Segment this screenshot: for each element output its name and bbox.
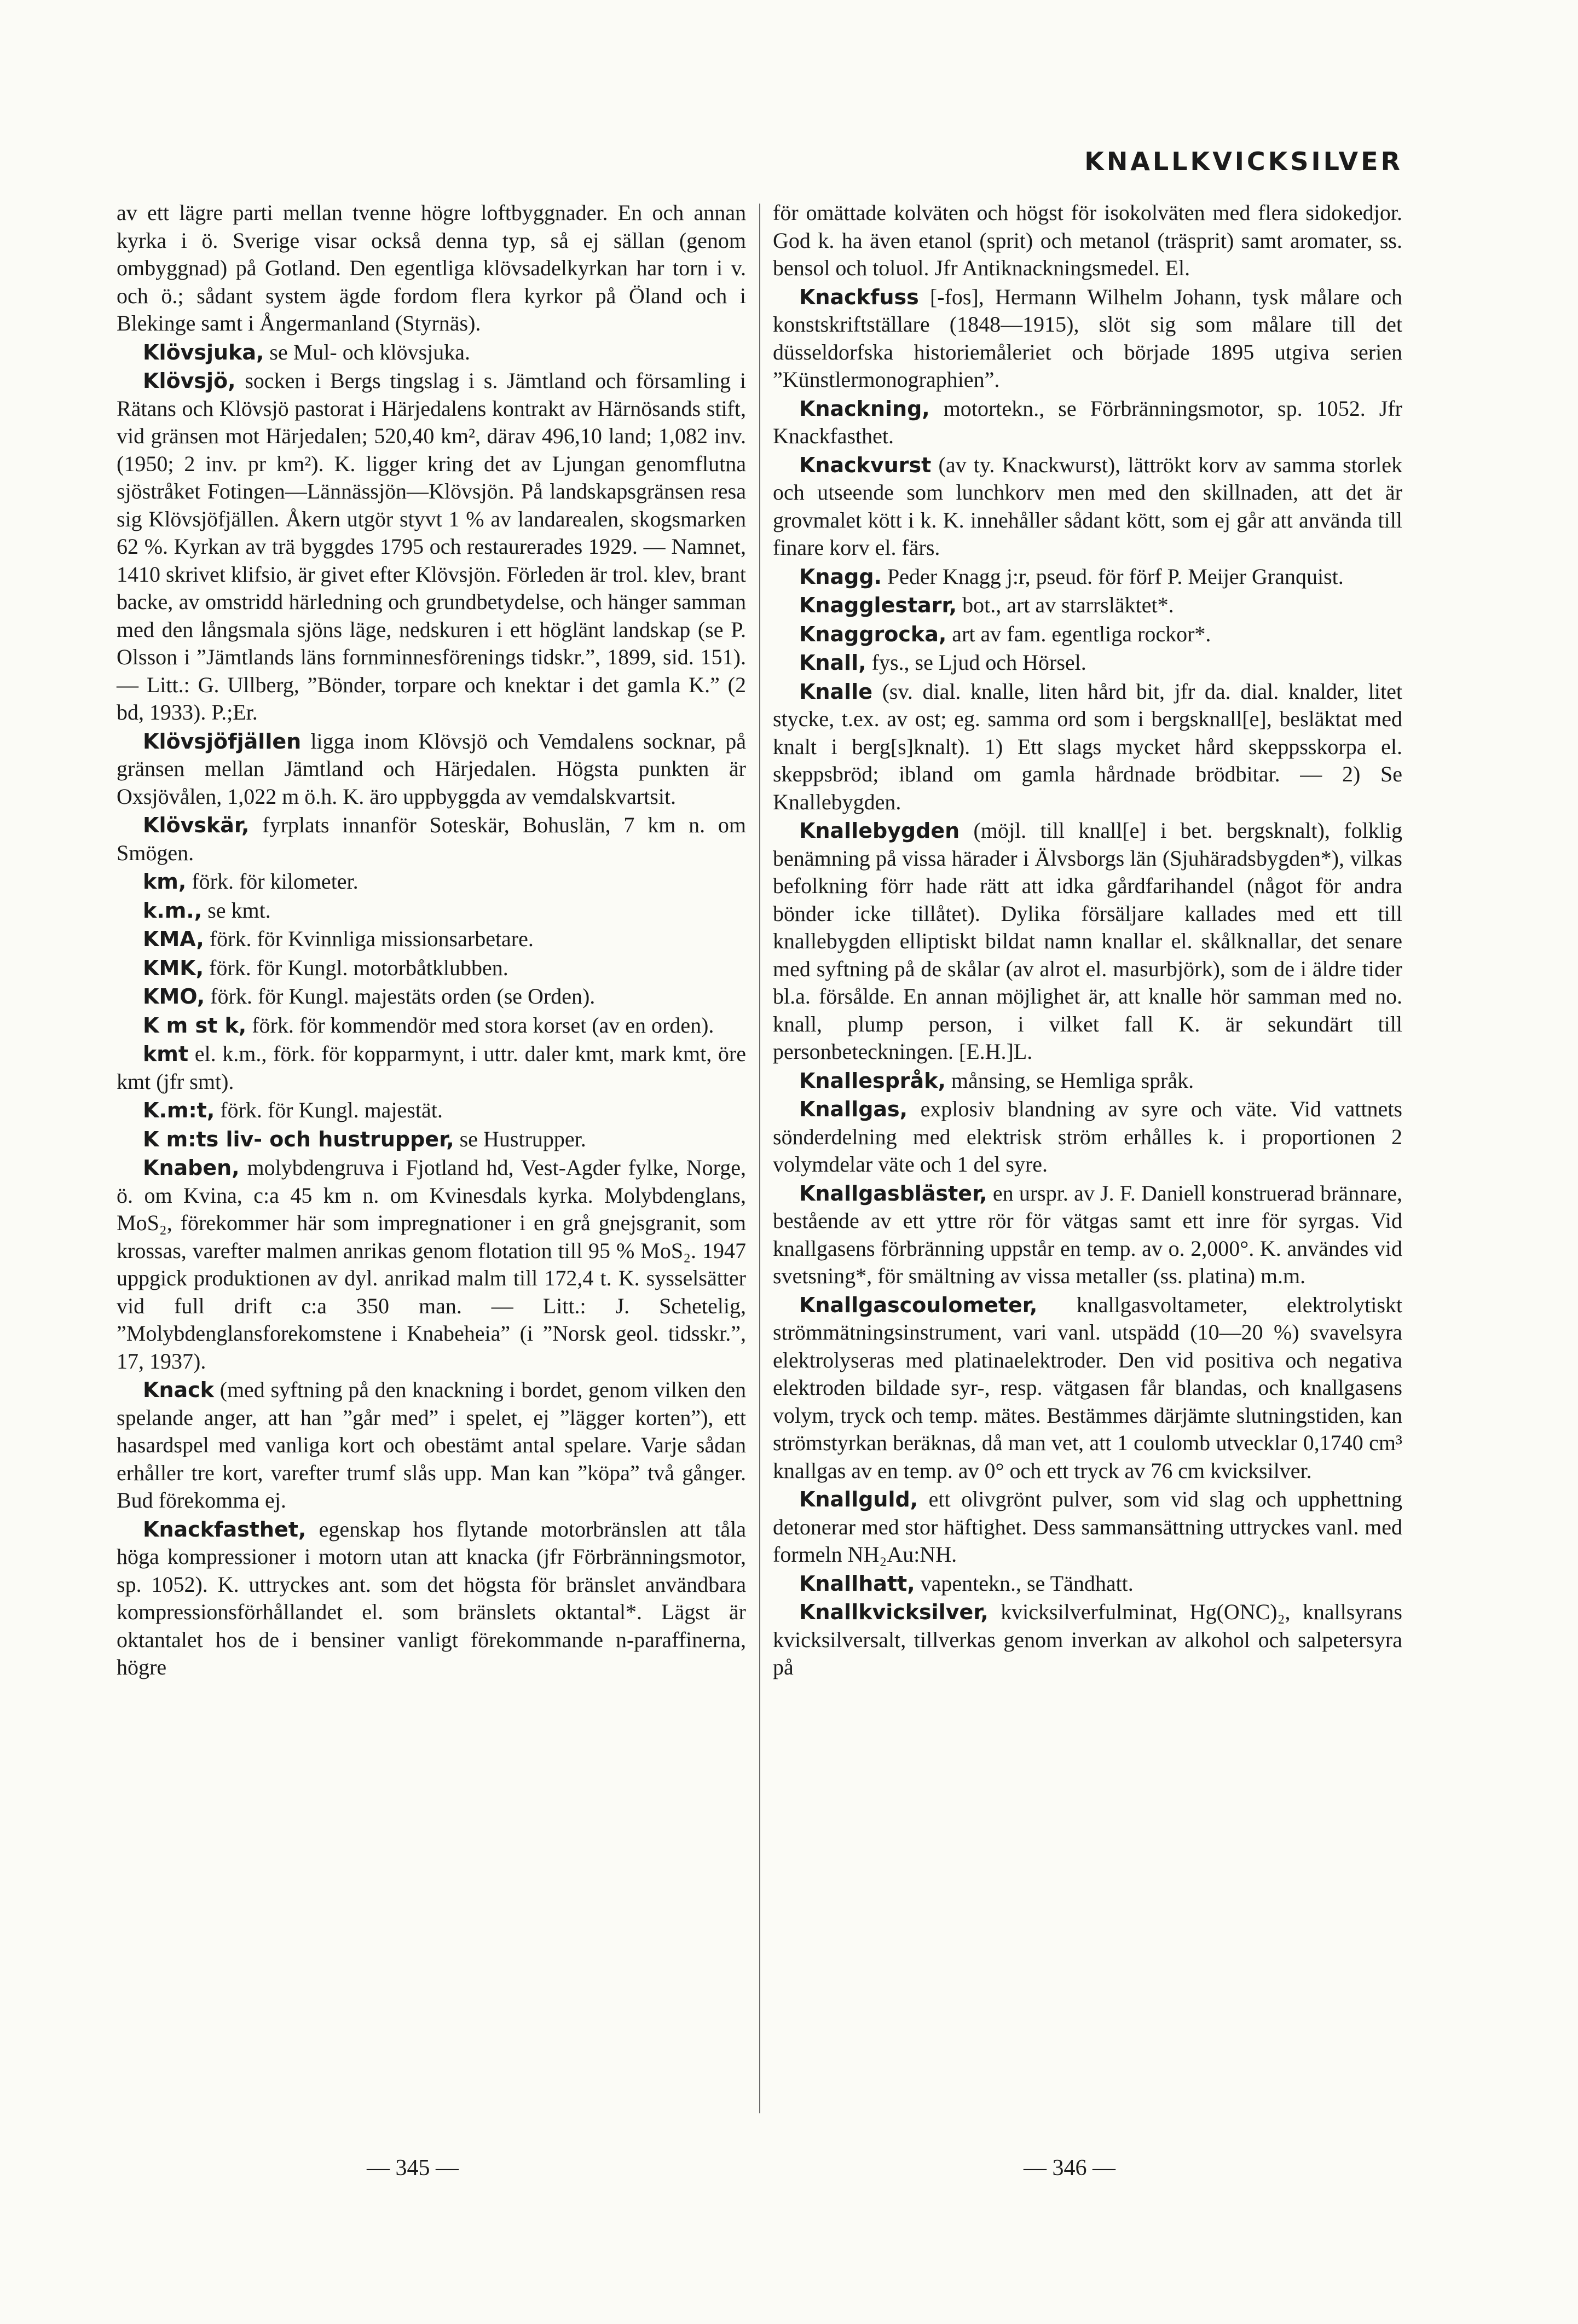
entry-headword: Knagg. [799,564,882,589]
dictionary-entry [117,1097,746,1125]
dictionary-entry [117,1126,746,1154]
entry-text: se kmt. [202,897,271,923]
entry-text: förk. för Kvinnliga missionsarbetare. [204,926,534,951]
dictionary-entry [773,649,1402,677]
dictionary-entry [773,1180,1402,1290]
dictionary-entry [117,1376,746,1515]
entry-headword: km, [143,870,187,894]
entry-headword: Knaggrocka, [799,622,947,646]
entry-headword: Knallkvicksilver, [799,1600,989,1624]
page-number-right: — 346 — [1024,2155,1115,2181]
dictionary-entry: för omättade kolväten och högst för isokolväten med flera sidokedjor. God k. ha även etanol (sprit) och metanol (träsprit) samt aromater, ss. bensol och toluol. Jfr Antiknackningsmedel. El. [773,200,1402,280]
dictionary-entry [117,728,746,811]
entry-headword: Knallhatt, [799,1571,915,1596]
entry-headword: Knackfasthet, [143,1517,307,1541]
entry-text: förk. för Kungl. majestät. [215,1098,443,1122]
entry-text: kvicksilverfulminat, Hg(ONC)₂, knallsyrans kvicksilversalt, tillverkas genom inverkan av alkohol och salpetersyra på [773,1599,1402,1679]
entry-headword: Knallgasbläster, [799,1181,987,1206]
dictionary-entry [773,1067,1402,1095]
entry-headword: KMA, [143,927,204,951]
entry-text: förk. för kilometer. [186,869,359,894]
dictionary-entry [117,897,746,925]
entry-text: socken i Bergs tingslag i s. Jämtland och församling i Rätans och Klövsjö pastorat i Härjedalens kontrakt av Härnösands stift, vid gränsen mot Härjedalen; 520,40 km², därav 496,10 land; 1,082 inv. (1950; 2 inv. pr km²). K. ligger kring det av Ljungan genomflutna sjöstråket Fotingen—Lännässjön—Klövsjön. På landskapsgränsen resa sig Klövsjöfjällen. Åkern utgör styvt 1 % av landarealen, skogsmarken 62 %. Kyrkan av trä byggdes 1795 och restaurerades 1929. — Namnet, 1410 skrivet klifsio, är givet efter Klövsjön. Förleden är trol. klev, brant backe, av omstridd härledning och grundbetydelse, och hänger samman med den långsmala sjöns läge, nedskuren i ett höglänt landskap (se P. Olsson i ”Jämtlands läns fornminnesförenings tidskr.”, 1899, sid. 151). — Litt.: G. Ullberg, ”Bönder, torpare och knektar i det gamla K.” (2 bd, 1933). P.;Er. [117,368,746,725]
dictionary-entry [117,925,746,953]
dictionary-entry [117,1012,746,1040]
entry-text: en urspr. av J. F. Daniell konstruerad brännare, bestående av ett yttre rör för vätgas samt ett inre för syrgas. Vid knallgasens förbränning uppstår en temp. av o. 2,000°. K. användes vid svetsning*, för smältning av vissa metaller (ss. platina) m.m. [773,1180,1402,1288]
entry-text: fyrplats innanför Soteskär, Bohuslän, 7 km n. om Smögen. [117,813,746,865]
entry-headword: Knallgascoulometer, [799,1293,1038,1317]
entry-text: förk. för Kungl. motorbåtklubben. [204,955,508,980]
dictionary-entry [117,1154,746,1375]
dictionary-entry: av ett lägre parti mellan tvenne högre loftbyggnader. En och annan kyrka i ö. Sverige visar också denna typ, så ej sällan (genom ombyggnad) på Gotland. Den egentliga klövsadelkyrkan har torn i v. och ö.; sådant system ägde fordom flera kyrkor på Öland och i Blekinge samt i Ångermanland (Styrnäs). [117,200,746,335]
left-column [117,199,746,1683]
entry-text: (möjl. till knall[e] i bet. bergsknalt), folklig benämning på vissa härader i Älvsborgs län (Sjuhäradsbygden*), vilkas befolkning förr hade rätt att idka gårdfarihandel (något för andra bönder icke tillåtet). Dylika försäljare kallades med ett till knallebygden elliptiskt bildat namn knallar el. skålknallar, det senare med syftning på de skålar (av alrot el. masurbjörk), som de i äldre tider bl.a. försålde. En annan möjlighet är, att knalle hör samman med no. knall, plump person, i vilket fall K. är sekundärt till personbeteckningen. [E.H.]L. [773,818,1402,1064]
entry-text: förk. för Kungl. majestäts orden (se Orden). [205,984,596,1009]
dictionary-entry [117,1516,746,1682]
entry-text: bot., art av starrsläktet*. [957,593,1174,617]
entry-text: förk. för kommendör med stora korset (av en orden). [246,1012,714,1038]
entry-text: (av ty. Knackwurst), lättrökt korv av samma storlek och utseende som lunchkorv men med den skillnaden, att det är grovmalet kött i k. K. innehåller sådant kött, som ej går att använda till finare korv el. färs. [773,452,1402,560]
dictionary-entry [773,1291,1402,1485]
entry-headword: Knallguld, [799,1487,918,1511]
entry-headword: Knall, [799,651,866,675]
dictionary-entry [773,621,1402,648]
entry-headword: Knackning, [799,396,930,421]
dictionary-entry [773,592,1402,619]
entry-headword: Knackfuss [799,285,919,309]
entry-text: knallgasvoltameter, elektrolytiskt strömmätningsinstrument, vari vanl. utspädd (10—20 %) svavelsyra elektrolyseras med platinaelektroder. Den vid positiva och negativa elektroden bildade syr-, resp. vätgasen får blandas, och knallgasens volym, tryck och temp. mätes. Bestämmes därjämte slutningstiden, kan strömstyrkan beräknas, då man vet, att 1 coulomb utvecklar 0,1740 cm³ knallgas av en temp. av 0° och ett tryck av 76 cm kvicksilver. [773,1292,1402,1483]
entry-text: fys., se Ljud och Hörsel. [866,650,1086,675]
entry-text: motortekn., se Förbränningsmotor, sp. 1052. Jfr Knackfasthet. [773,396,1402,448]
dictionary-entry [773,1570,1402,1598]
entry-headword: Knallespråk, [799,1068,946,1093]
entry-headword: Knallgas, [799,1097,908,1121]
entry-text: egenskap hos flytande motorbränslen att tåla höga kompressioner i motorn utan att knacka (jfr Förbränningsmotor, sp. 1052). K. uttryckes ant. som det högsta för bränslet användbara kompressionsförhållandet el. som bränslets oktantal*. Lägst är oktantalet hos de i bensiner vanligt förekommande n-paraffinerna, högre [117,1516,746,1679]
entry-text: (med syftning på den knackning i bordet, genom vilken den spelande anger, att han ”går med” i spelet, ej ”lägger korten”), ett hasardspel med vanliga kort och obestämt antal spelare. Varje sådan erhåller tre kort, varefter trumf slås upp. Man kan ”köpa” två gånger. Bud förekomma ej. [117,1377,746,1512]
dictionary-entry [117,812,746,867]
entry-text: se Mul- och klövsjuka. [264,339,471,364]
dictionary-entry [773,678,1402,816]
entry-headword: kmt [143,1042,189,1066]
entry-headword: Knagglestarr, [799,593,957,617]
entry-headword: K.m:t, [143,1098,215,1122]
entry-text: vapentekn., se Tändhatt. [915,1570,1134,1596]
entry-text: månsing, se Hemliga språk. [945,1068,1194,1093]
column-rule [759,204,760,2113]
entry-headword: Knackvurst [799,453,932,477]
entry-text: Peder Knagg j:r, pseud. för förf P. Meijer Granquist. [881,564,1344,589]
dictionary-entry [773,563,1402,591]
entry-headword: Klövsjöfjällen [143,729,302,754]
entry-headword: K m st k, [143,1013,247,1038]
entry-text: explosiv blandning av syre och väte. Vid vattnets sönderdelning med elektrisk ström erhålles k. i proportionen 2 volymdelar väte och 1 del syre. [773,1097,1402,1177]
dictionary-entry [117,983,746,1011]
entry-text: ett olivgrönt pulver, som vid slag och upphettning detonerar med stor häftighet. Dess sammansättning uttryckes vanl. med formeln NH₂Au:NH. [773,1487,1402,1567]
dictionary-entry [773,283,1402,394]
entry-headword: Knallebygden [799,819,960,843]
entry-text: (sv. dial. knalle, liten hård bit, jfr da. dial. knalder, litet stycke, t.ex. av ost; eg. samma ord som i bergsknall[e], besläktat med knalt i berg[s]knalt). 1) Ett slags mycket hård skeppsskorpa el. skeppsbröd; ibland om gamla hårdnade brödbitar. — 2) Se Knallebygden. [773,679,1402,814]
dictionary-entry [773,395,1402,450]
dictionary-entry [117,868,746,896]
entry-headword: Knalle [799,679,872,704]
entry-text: ligga inom Klövsjö och Vemdalens socknar, på gränsen mellan Jämtland och Härjedalen. Högsta punkten är Oxsjövålen, 1,022 m ö.h. K. äro uppbyggda av vemdalskvartsit. [117,728,746,809]
entry-headword: KMK, [143,955,204,980]
entry-headword: KMO, [143,984,205,1009]
dictionary-entry [773,1598,1402,1682]
right-column [773,199,1402,1683]
dictionary-entry [117,1040,746,1096]
dictionary-entry [117,339,746,367]
dictionary-entry [773,1096,1402,1179]
entry-headword: K m:ts liv- och hustrupper, [143,1127,454,1151]
entry-headword: Knaben, [143,1156,240,1180]
entry-text: se Hustrupper. [454,1126,586,1151]
dictionary-entry [773,1486,1402,1569]
page-number-left: — 345 — [367,2155,459,2181]
dictionary-entry [117,954,746,982]
dictionary-entry [773,817,1402,1066]
entry-headword: Klövskär, [143,813,250,837]
entry-text: el. k.m., förk. för kopparmynt, i uttr. daler kmt, mark kmt, öre kmt (jfr smt). [117,1041,746,1094]
entry-text: art av fam. egentliga rockor*. [946,621,1211,646]
running-head: KNALLKVICKSILVER [1084,147,1403,176]
entry-text: molybdengruva i Fjotland hd, Vest-Agder fylke, Norge, ö. om Kvina, c:a 45 km n. om Kvinesdals kyrka. Molybdenglans, MoS₂, förekommer här som impregnationer i en grå gnejsgranit, som krossas, varefter malmen anrikas genom flotation till 95 % MoS₂. 1947 uppgick produktionen av dyl. anrikad malm till 172,4 t. K. sysselsätter vid full drift c:a 350 man. — Litt.: J. Schetelig, ”Molybdenglansforekomstene i Knabeheia” (i ”Norsk geol. tidsskr.”, 17, 1937). [117,1155,746,1373]
dictionary-entry [117,367,746,727]
entry-text: [-fos], Hermann Wilhelm Johann, tysk målare och konstskriftställare (1848—1915), slöt sig som målare till det düsseldorfska historiemåleriet och började 1895 utgiva serien ”Künstlermonographien”. [773,284,1402,392]
entry-headword: k.m., [143,898,203,923]
entry-headword: Klövsjö, [143,369,236,393]
entry-headword: Klövsjuka, [143,340,264,364]
entry-headword: Knack [143,1378,214,1402]
dictionary-entry [773,451,1402,562]
